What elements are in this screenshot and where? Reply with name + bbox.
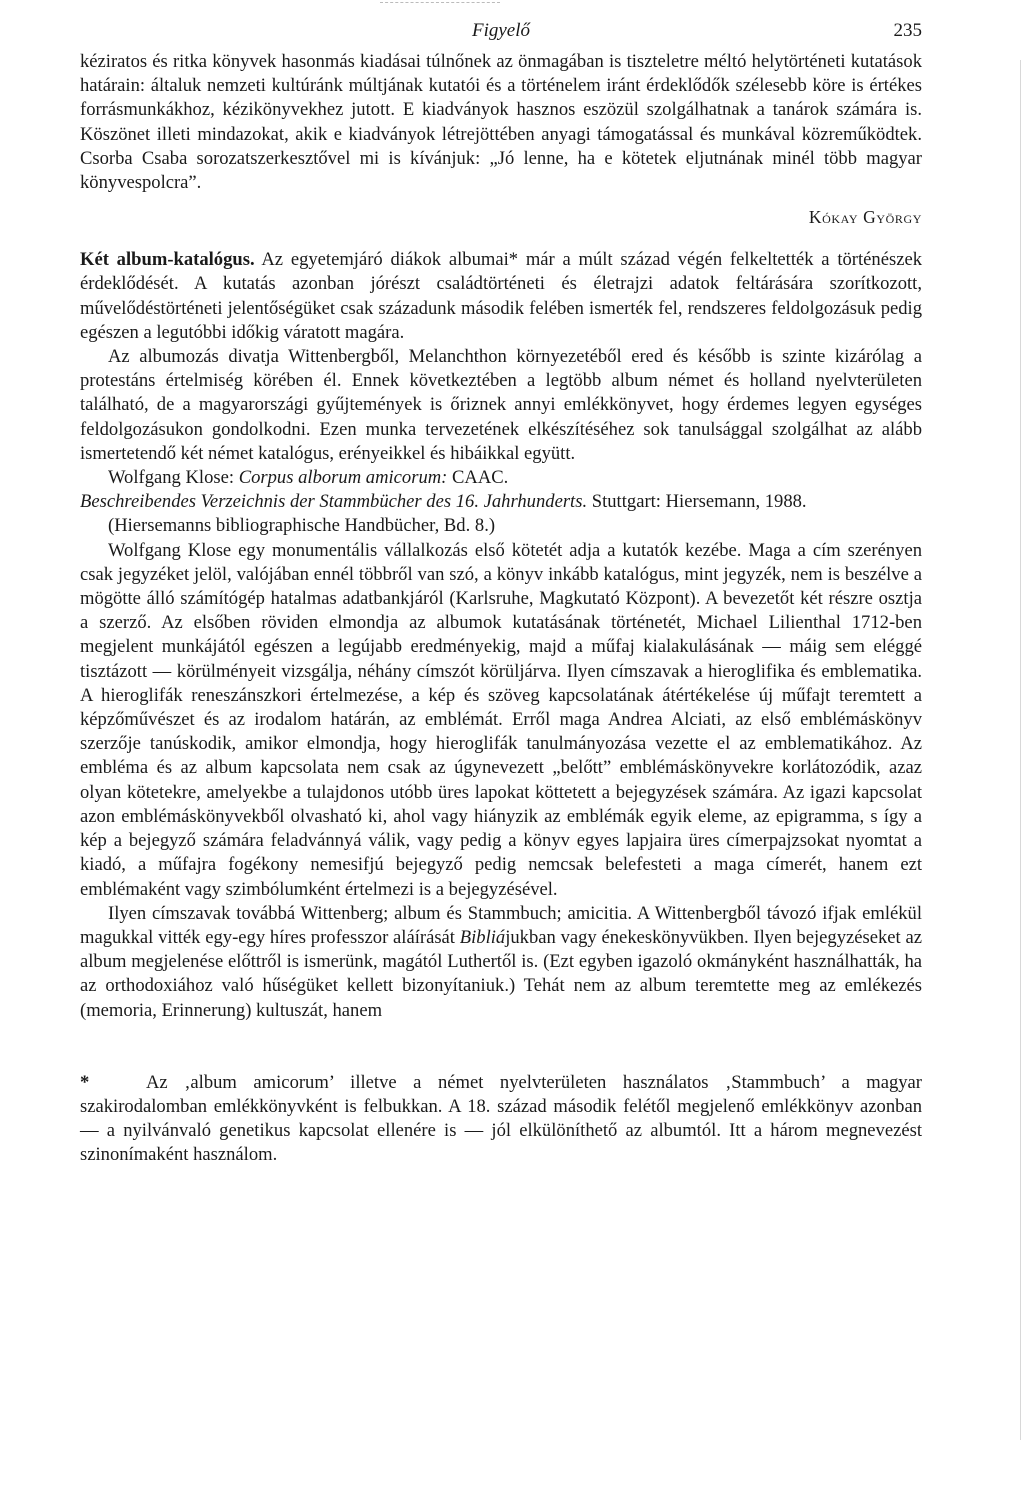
page-number: 235 [893,20,922,41]
footnote [80,1071,922,1168]
paragraph-4-part-a: Ilyen címszavak továbbá Wittenberg; album és Stammbuch; amicitia. A Wittenbergből távozó ifjak emlékül magukkal vitték egy-egy híres professzor aláírását [80,902,922,948]
article-paragraph-3: Wolfgang Klose egy monumentális vállalkozás első kötetét adja a kutatók kezébe. Maga a cím szerényen csak jegyzéket jelöl, valójában ennél többről van szó, a könyv inkább katalógus, mint jegyzék, nem is beszélve a mögötte álló számítógép hatalmas adatbankjáról (Karlsruhe, Magkutató Központ). A bevezetőt két részre osztja a szerző. Az elsőben röviden elmondja az albumok kutatásának történetét, Michael Lilienthal 1712-ben megjelent munkájától egészen a legújabb eredményekig, majd a műfaj kialakulásának — máig sem eléggé tisztázott — körülményeit vizsgálja, néhány címszót körüljárva. Ilyen címszavak a hieroglifika és emblematika. A hieroglifák reneszánszkori értelmezése, a kép és szöveg kapcsolatának átértékelése új műfajt teremtett a képzőművészet és az irodalom határán, az emblémát. Erről maga Andrea Alciati, az első emblémáskönyv szerzője tanúskodik, amikor elmondja, hogy hieroglifák tanulmányozása vezette el az emblematikához. Az embléma és az album kapcsolata nem csak az úgynevezett „belőtt” emblémáskönyvekre korlátozódik, azaz olyan kötetekre, amelyekbe a tulajdonos utóbb üres lapokat köttetett a bejegyzések számára. Az igazi kapcsolat azon emblémáskönyvekből olvasható ki, ahol vagy hiányzik az emblémák egyik eleme, az epigramma, s így a kép a bejegyző számára feladvánnyá válik, vagy pedig a könyv egyes lapjaira üres címerpajzsokat nyomtat a kiadó, a műfajra fogékony nemesifjú bejegyző pedig nemcsak belefesteti a maga címerét, hanem ezt emblémaként vagy szimbólumként értelmezi is a bejegyzésével. [80,539,922,900]
footnote-text: Az ‚album amicorum’ illetve a német nyelvterületen használatos ‚Stammbuch’ a magyar szakirodalomban emlékkönyvként is felbukkan. A 18. század második felétől megjelenő emlékkönyv azonban — a nyilvánvaló genetikus kapcsolat ellenére is — jól elkülöníthető az albumtól. Itt a három megnevezést szinonímaként használom. [80,1071,922,1166]
footnote-marker: * [80,1071,90,1093]
scan-artifact-top [380,2,500,4]
article-paragraph-1-text: Az egyetemjáró diákok albumai* már a múlt század végén felkeltették a történészek érdeklődését. A kutatás azonban jórészt családtörténeti és életrajzi adatok feltárására szorítkozott, művelődéstörténeti jelentőségüket csak századunk második felében ismerték fel, rendszeres feldolgozásuk pedig egészen a legutóbbi időkig váratott magára. [80,249,922,343]
reference-line-2 [80,490,922,514]
reference-publisher: Stuttgart: Hiersemann, 1988. [587,491,807,513]
author-signature: Kókay György [808,207,922,228]
article-paragraph-1 [80,248,922,345]
footnote-paragraph [80,1071,922,1168]
intro-paragraph: kéziratos és ritka könyvek hasonmás kiadásai túlnőnek az önmagában is tiszteletre méltó helytörténeti kutatások határain: általuk nemzeti kultúránk múltjának kutatói és a történelem iránt érdeklődők szélesebb köre is értékes forrásmunkákhoz, kézikönyvekhez jutott. E kiadványok hasznos eszözül szolgálhatnak a tanárok számára is. Köszönet illeti mindazokat, akik e kiadványok létrejöttében anyagi támogatással és munkával közreműködtek. Csorba Csaba sorozatszerkesztővel mi is kívánjuk: „Jó lenne, ha e kötetek eljutnának minél több magyar könyvespolcra”. [80,51,922,194]
running-title: Figyelő [471,20,531,41]
article-paragraph-2: Az albumozás divatja Wittenbergből, Melanchthon környezetéből ered és később is szinte kizárólag a protestáns értelmiség körében él. Ennek következtében a legtöbb album német és holland nyelvterületen található, de a magyarországi gyűjtemények is őriznek annyi emlékkönyvet, hogy érdemes legyen egységes feldolgozásukon gondolkodni. Ezen munka tervezetének elkészítéséhez sok tanulsággal szolgálhat az alább ismertetendő két német katalógus, erényeikkel és hibáikkal együtt. [80,346,922,464]
scan-artifact-edge [1020,60,1021,1440]
article-paragraph-4 [80,902,922,1023]
reference-series: (Hiersemanns bibliographische Handbücher, Bd. 8.) [108,515,496,537]
paragraph-4-part-b: jukban vagy énekeskönyvükben. Ilyen bejegyzéseket az album megjelenése előttről is ismerünk, magától Luthertől is. (Ezt egyben igazoló okmányként használhatták, ha az orthodoxiához való hűségüket kellett bizonyítaniuk.) Tehát nem az album teremtette meg az emlékezés (memoria, Erinnerung) kultuszát, hanem [80,926,922,1021]
page [80,14,922,1168]
running-header [80,14,922,50]
reference-title-2: Beschreibendes Verzeichnis der Stammbücher des 16. Jahrhunderts. [80,491,588,513]
reference-abbr: CAAC. [447,467,509,489]
reference-line-1 [80,466,922,490]
paragraph-4-italic: Bibliá [459,926,506,948]
footnote-spacer [80,1023,922,1071]
reference-author: Wolfgang Klose: [108,467,239,489]
reference-title-1: Corpus alborum amicorum: [238,467,448,489]
section-title: Két album-katalógus. [80,249,255,271]
